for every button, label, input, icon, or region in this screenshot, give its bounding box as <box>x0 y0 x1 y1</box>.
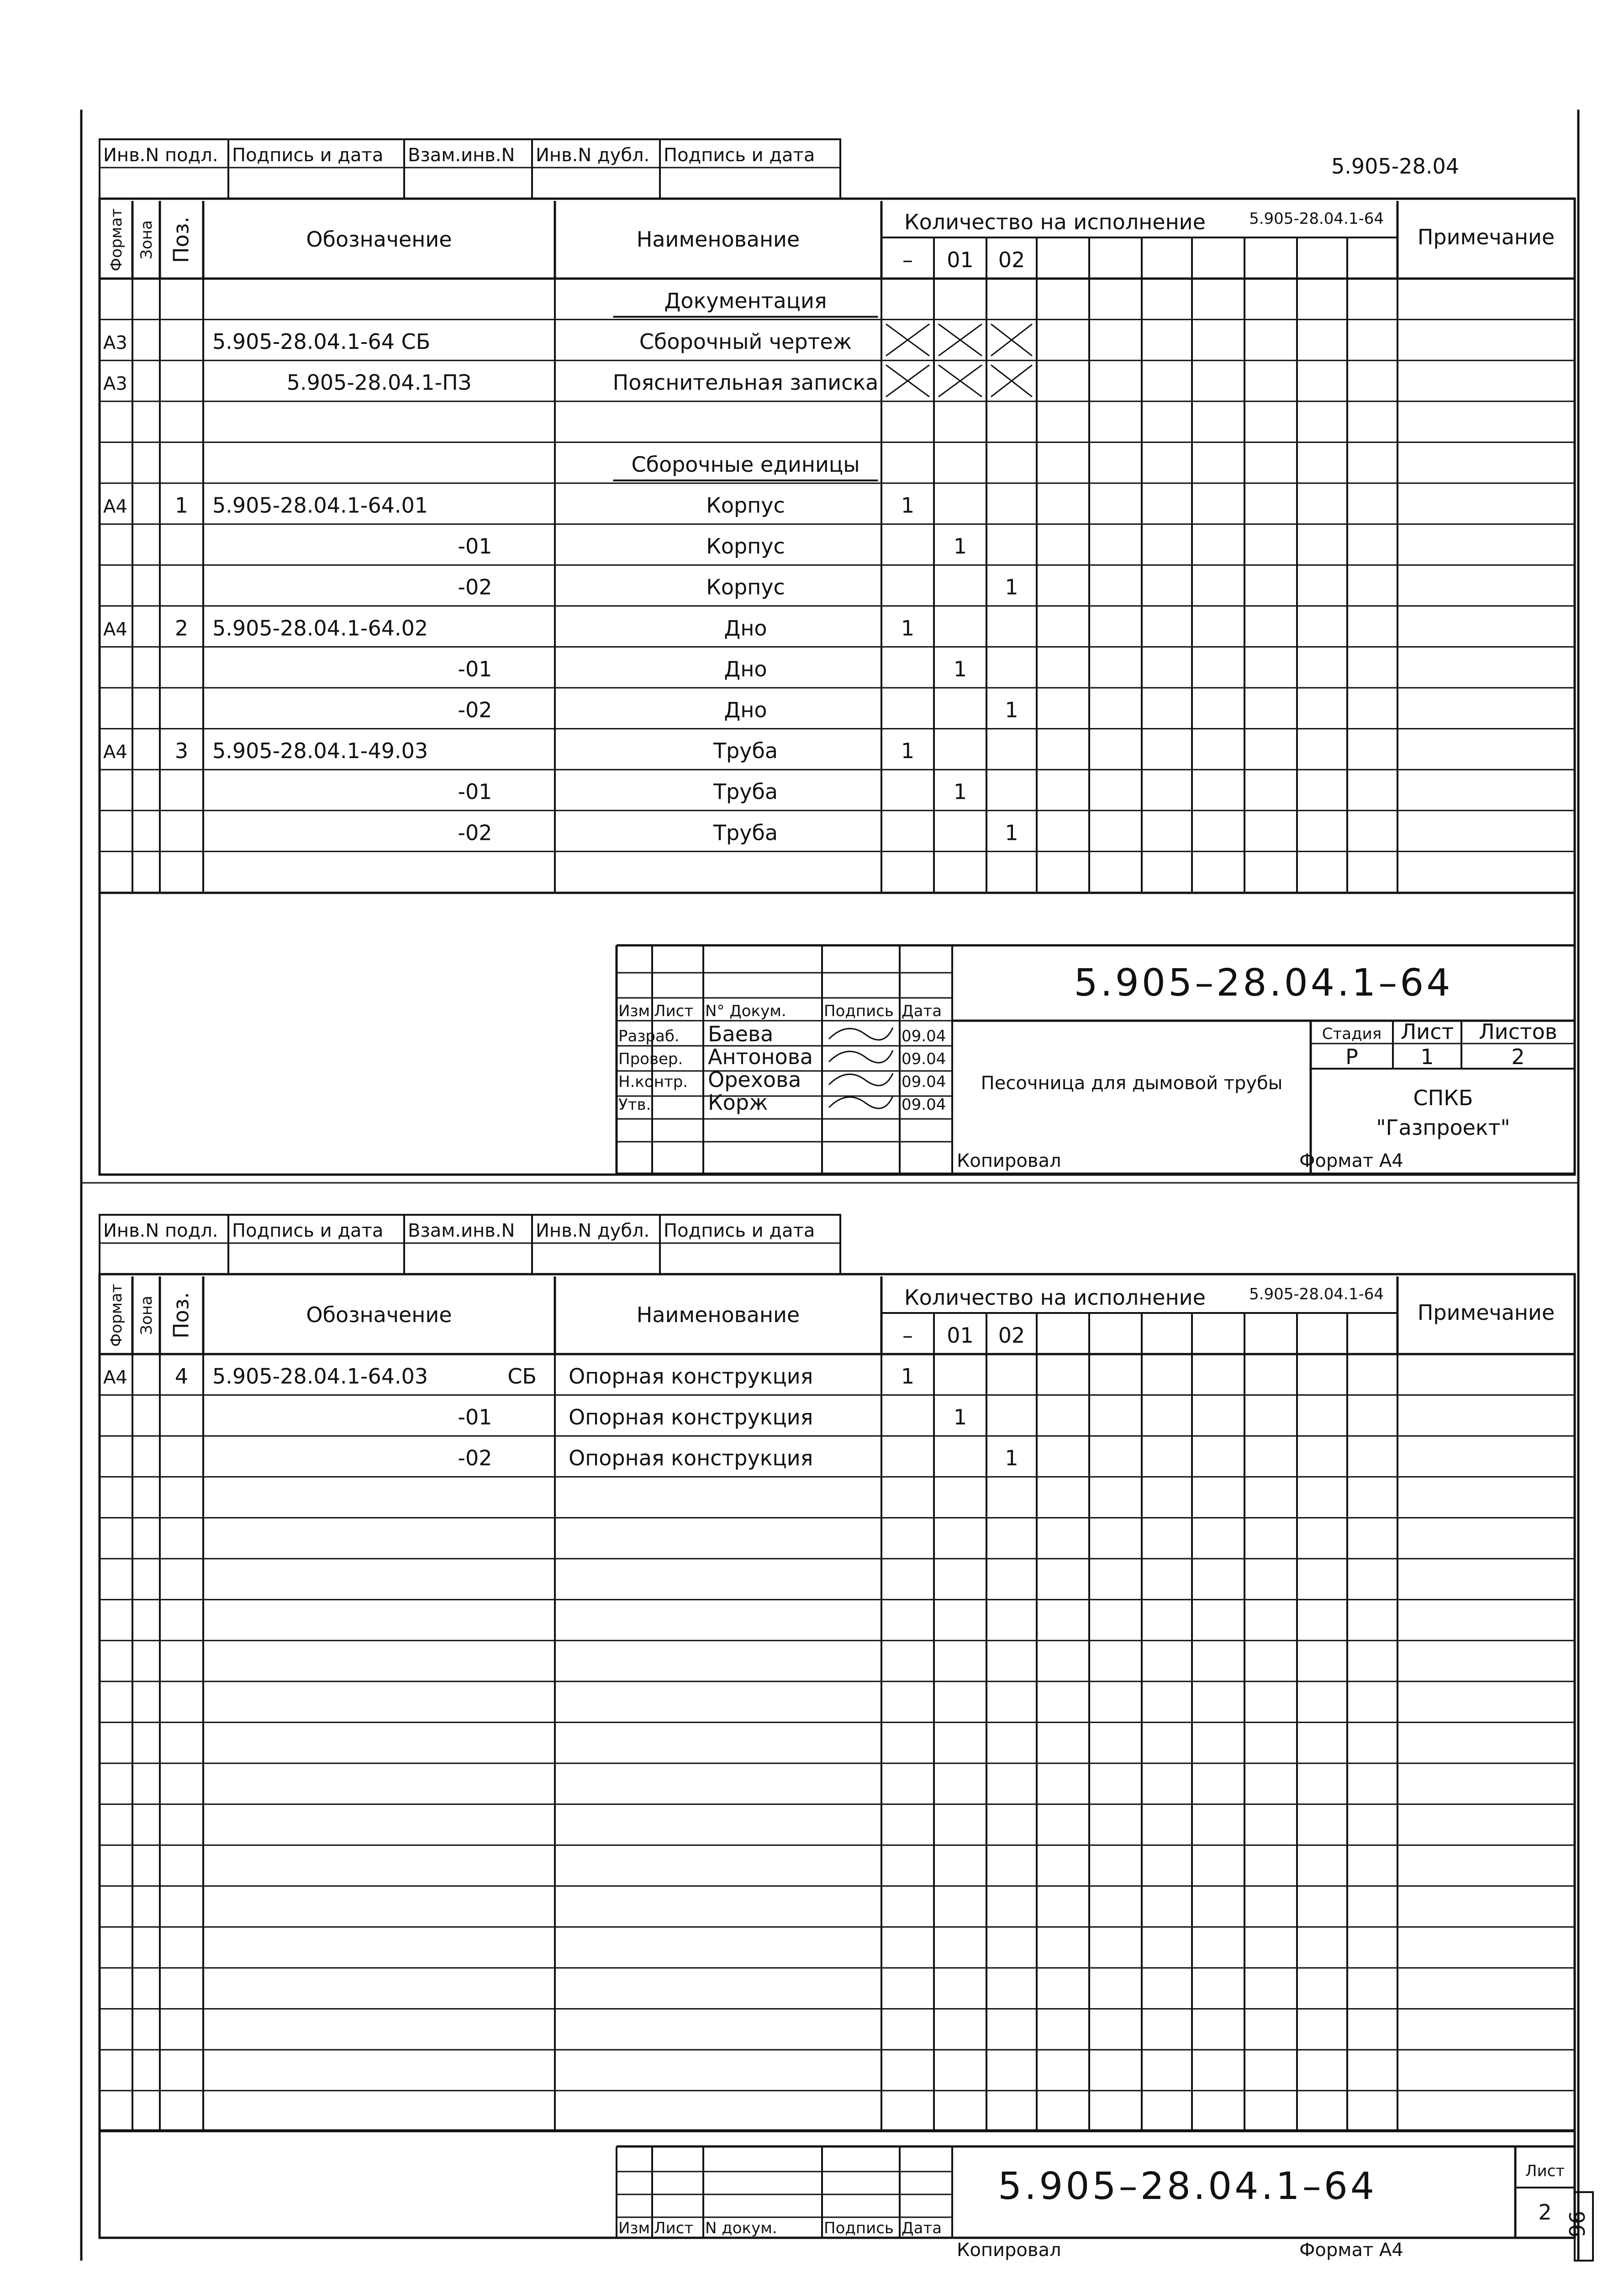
title-header-label: Дата <box>902 2219 942 2237</box>
role-label: Утв. <box>618 1096 651 1114</box>
title-header-label: Изм. <box>618 2219 655 2237</box>
designation-cell: -01 <box>458 656 492 681</box>
stamp-label: Инв.N дубл. <box>536 1220 650 1241</box>
name-header: Наименование <box>636 227 800 252</box>
stamp-label: Инв.N подл. <box>103 145 218 166</box>
qty-cell: 1 <box>953 1405 967 1430</box>
title-header-label: Подпись <box>824 2219 894 2237</box>
zone-header: Зона <box>137 220 156 259</box>
designation-cell: 5.905-28.04.1-64.03 <box>212 1364 428 1389</box>
format-cell: А4 <box>103 619 127 640</box>
org-name: СПКБ <box>1413 1086 1473 1110</box>
designation-cell: -02 <box>458 820 492 845</box>
name-cell: Корпус <box>706 575 785 600</box>
signature-mark <box>829 1073 893 1086</box>
stage-label: Стадия <box>1322 1025 1382 1043</box>
qty-cell: 1 <box>1005 697 1018 722</box>
designation-cell: 5.905-28.04.1-49.03 <box>212 738 428 764</box>
sign-date: 09.04 <box>902 1073 946 1091</box>
section-title: Документация <box>664 288 827 313</box>
format-label: Формат А4 <box>1299 2240 1403 2261</box>
stamp-label: Взам.инв.N <box>408 1220 515 1241</box>
format-cell: А3 <box>103 332 127 354</box>
qty-header: Количество на исполнение <box>904 210 1206 234</box>
variant-label: 01 <box>947 248 974 272</box>
name-cell: Дно <box>724 616 767 641</box>
format-header: Формат <box>107 1284 126 1347</box>
qty-cell: 1 <box>953 656 967 681</box>
pos-header: Поз. <box>169 216 194 263</box>
format-cell: А3 <box>103 373 127 395</box>
title-header-label: N° Докум. <box>705 1002 786 1020</box>
format-label: Формат А4 <box>1299 1150 1403 1171</box>
variant-label: – <box>902 1323 913 1348</box>
designation-header: Обозначение <box>306 227 452 252</box>
signature-mark <box>829 1050 893 1063</box>
designation-suffix: СБ <box>507 1364 537 1389</box>
stamp-label: Подпись и дата <box>232 1220 384 1241</box>
drawing-code: 5.905–28.04.1–64 <box>1074 961 1453 1005</box>
stamp-label: Инв.N подл. <box>103 1220 218 1241</box>
stamp-label: Подпись и дата <box>664 145 815 166</box>
person-name: Корж <box>708 1090 768 1115</box>
role-label: Разраб. <box>618 1027 680 1045</box>
name-cell: Дно <box>724 697 767 722</box>
pos-cell: 1 <box>174 493 189 518</box>
signature-mark <box>829 1028 893 1040</box>
designation-header: Обозначение <box>306 1302 452 1327</box>
title-header-label: Изм. <box>618 1002 655 1020</box>
format-cell: А4 <box>103 1367 127 1388</box>
pos-cell: 4 <box>174 1364 189 1389</box>
name-header: Наименование <box>636 1302 800 1327</box>
qty-code: 5.905-28.04.1-64 <box>1249 1285 1384 1303</box>
name-cell: Опорная конструкция <box>569 1445 813 1471</box>
section-title: Сборочные единицы <box>631 452 860 477</box>
qty-cell: 1 <box>1005 575 1018 600</box>
name-cell: Дно <box>724 656 767 681</box>
stamp-label: Взам.инв.N <box>408 145 515 166</box>
role-label: Провер. <box>618 1050 683 1068</box>
name-cell: Труба <box>713 820 778 845</box>
name-cell: Сборочный чертеж <box>639 329 852 354</box>
pos-cell: 2 <box>174 616 189 641</box>
title-header-label: Лист <box>654 2219 694 2237</box>
variant-label: 02 <box>998 248 1025 272</box>
name-cell: Опорная конструкция <box>569 1405 813 1430</box>
designation-cell: -02 <box>458 575 492 600</box>
format-header: Формат <box>107 208 126 271</box>
title-header-label: Подпись <box>824 1002 894 1020</box>
designation-cell: 5.905-28.04.1-64 СБ <box>212 329 431 354</box>
variant-label: 01 <box>947 1323 974 1348</box>
name-cell: Труба <box>713 738 778 764</box>
zone-header: Зона <box>137 1296 156 1335</box>
qty-cell: 1 <box>901 493 915 518</box>
sheet-value: 2 <box>1538 2200 1552 2225</box>
sheets-label: Листов <box>1479 1019 1557 1044</box>
qty-cell: 1 <box>1005 820 1018 845</box>
designation-cell: 5.905-28.04.1-ПЗ <box>286 370 472 395</box>
qty-cell: 1 <box>901 616 915 641</box>
designation-cell: -01 <box>458 1405 492 1430</box>
designation-cell: -01 <box>458 534 492 559</box>
qty-code: 5.905-28.04.1-64 <box>1249 210 1384 228</box>
qty-cell: 1 <box>953 779 967 804</box>
product-name: Песочница для дымовой трубы <box>981 1073 1283 1094</box>
title-header-label: Лист <box>654 1002 694 1020</box>
copied-label: Копировал <box>957 1150 1061 1171</box>
name-cell: Опорная конструкция <box>569 1364 813 1389</box>
stamp-label: Подпись и дата <box>664 1220 815 1241</box>
drawing-code: 5.905–28.04.1–64 <box>997 2165 1377 2208</box>
designation-cell: 5.905-28.04.1-64.02 <box>212 616 428 641</box>
designation-cell: -01 <box>458 779 492 804</box>
sheet-label: Лист <box>1525 2162 1565 2180</box>
sheet-label: Лист <box>1400 1019 1454 1044</box>
person-name: Антонова <box>708 1044 813 1069</box>
qty-header: Количество на исполнение <box>904 1285 1206 1310</box>
sheet-value: 1 <box>1420 1044 1434 1069</box>
qty-cell: 1 <box>901 1364 915 1389</box>
copied-label: Копировал <box>957 2240 1061 2261</box>
qty-cell: 1 <box>953 534 967 559</box>
name-cell: Корпус <box>706 493 785 518</box>
designation-cell: 5.905-28.04.1-64.01 <box>212 493 428 518</box>
pos-header: Поз. <box>169 1292 194 1339</box>
sign-date: 09.04 <box>902 1050 946 1068</box>
format-cell: А4 <box>103 742 127 763</box>
stamp-label: Инв.N дубл. <box>536 145 650 166</box>
qty-cell: 1 <box>901 738 915 764</box>
org-name: "Газпроект" <box>1376 1115 1510 1140</box>
stage-value: Р <box>1345 1044 1358 1069</box>
title-header-label: N докум. <box>705 2219 777 2237</box>
format-cell: А4 <box>103 496 127 517</box>
sheet2-frame <box>100 1274 1575 2238</box>
variant-label: – <box>902 248 913 272</box>
pos-cell: 3 <box>174 738 189 764</box>
title-header-label: Дата <box>902 1002 942 1020</box>
page-number: 96 <box>1565 2210 1590 2238</box>
sheets-value: 2 <box>1511 1044 1525 1069</box>
stamp-label: Подпись и дата <box>232 145 384 166</box>
designation-cell: -02 <box>458 697 492 722</box>
name-cell: Пояснительная записка <box>612 370 879 395</box>
note-header: Примечание <box>1417 1300 1555 1325</box>
qty-cell: 1 <box>1005 1445 1018 1471</box>
sign-date: 09.04 <box>902 1027 946 1045</box>
name-cell: Корпус <box>706 534 785 559</box>
signature-mark <box>829 1096 893 1108</box>
variant-label: 02 <box>998 1323 1025 1348</box>
designation-cell: -02 <box>458 1445 492 1471</box>
sign-date: 09.04 <box>902 1096 946 1114</box>
name-cell: Труба <box>713 779 778 804</box>
person-name: Орехова <box>708 1067 801 1092</box>
note-header: Примечание <box>1417 225 1555 249</box>
role-label: Н.контр. <box>618 1073 688 1091</box>
person-name: Баева <box>708 1022 774 1046</box>
document-code: 5.905-28.04 <box>1331 154 1459 179</box>
